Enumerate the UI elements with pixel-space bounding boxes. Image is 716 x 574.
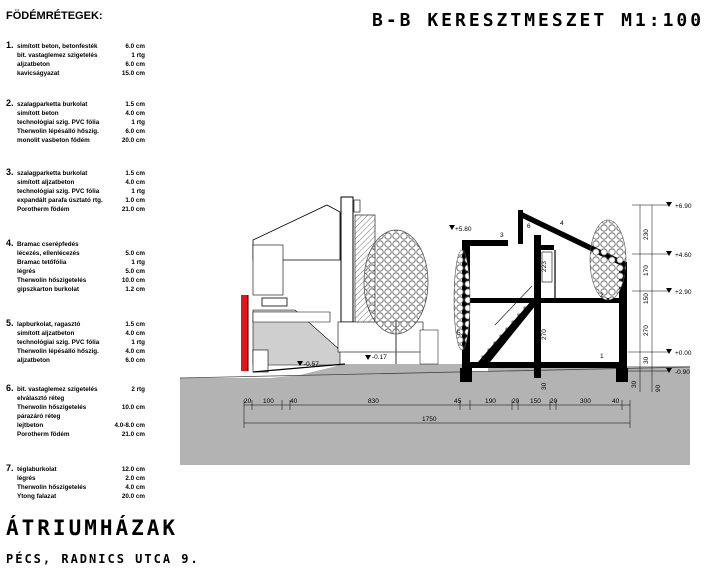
layer-name: Therwolin lépésálló hőszig. — [17, 348, 99, 355]
legend-layer-row — [17, 475, 145, 484]
legend-group-number: 6. — [6, 383, 14, 393]
layer-thickness: 1.5 cm — [125, 101, 145, 108]
project-name: ÁTRIUMHÁZAK — [6, 516, 179, 540]
vdim-label: 30 — [631, 380, 638, 388]
layer-thickness: 1.0 cm — [125, 197, 145, 204]
layer-thickness: 5.0 cm — [125, 268, 145, 275]
legend-layer-row — [17, 70, 145, 79]
layer-thickness: 1 rtg — [131, 52, 145, 59]
layer-name: lejtbeton — [17, 422, 44, 429]
layer-thickness: 1 rtg — [131, 259, 145, 266]
legend-layer-row — [17, 43, 145, 52]
level-mark-290: +2.90 — [675, 289, 692, 296]
hdim-label: 300 — [580, 398, 591, 405]
layer-name: expandált parafa úsztató rtg. — [17, 197, 103, 204]
layer-name: Bramac tetőfólia — [17, 259, 67, 266]
legend-layer-row — [17, 170, 145, 179]
legend-layer-row — [17, 179, 145, 188]
legend-layer-row — [17, 493, 145, 502]
red-accent-wall — [241, 295, 248, 371]
level-mark-460: +4.60 — [675, 252, 692, 259]
hdim-label: 40 — [612, 398, 620, 405]
legend-group-number: 3. — [6, 167, 14, 177]
legend-layer-row — [17, 119, 145, 128]
layer-name: simított aljzatbeton — [17, 330, 75, 337]
vdim-label: 30 — [643, 356, 650, 364]
legend-layer-row — [17, 52, 145, 61]
total-dim-label: 1750 — [422, 416, 437, 423]
layer-name: Porotherm födém — [17, 431, 70, 438]
legend-layer-row — [17, 286, 145, 295]
layer-thickness: 20.0 cm — [121, 137, 145, 144]
project-address: PÉCS, RADNICS UTCA 9. — [6, 552, 200, 566]
layer-thickness: 21.0 cm — [121, 206, 145, 213]
layer-thickness: 21.0 cm — [121, 431, 145, 438]
vdim-label: 30 — [541, 382, 548, 390]
layer-thickness: 1 rtg — [131, 119, 145, 126]
layer-name: Bramac cserépfedés — [17, 241, 79, 248]
legend-layer-row — [17, 128, 145, 137]
layer-thickness: 6.0 cm — [125, 357, 145, 364]
legend-layer-row — [17, 188, 145, 197]
legend-layer-row — [17, 61, 145, 70]
layer-name: technológiai szig. PVC fólia — [17, 119, 100, 126]
legend-layer-row — [17, 404, 145, 413]
layer-name: simított beton, betonfesték — [17, 43, 98, 50]
level-mark-690: +6.90 — [675, 203, 692, 210]
layer-name: Therwolin hőszigetelés — [17, 404, 87, 411]
vdim-label: 90 — [655, 384, 662, 392]
layer-thickness: 1 rtg — [131, 188, 145, 195]
layer-name: bit. vastaglemez szigetelés — [17, 386, 98, 393]
legend-layer-row — [17, 339, 145, 348]
foundation-right — [616, 368, 628, 382]
layer-tag: 3 — [500, 232, 504, 239]
layer-name: aljzatbeton — [17, 357, 50, 364]
layer-thickness: 20.0 cm — [121, 493, 145, 500]
layer-name: légrés — [17, 475, 36, 482]
hdim-label: 190 — [485, 398, 496, 405]
legend-layer-row — [17, 277, 145, 286]
layer-thickness: 6.0 cm — [125, 128, 145, 135]
legend-layer-row — [17, 330, 145, 339]
layer-thickness: 4.0 cm — [125, 484, 145, 491]
layer-name: Ytong falazat — [17, 493, 57, 500]
foundation-left — [460, 368, 472, 382]
layer-thickness: 1 rtg — [131, 339, 145, 346]
layer-thickness: 1.5 cm — [125, 321, 145, 328]
level-mark-m057: -0.57 — [304, 361, 319, 368]
layer-thickness: 2.0 cm — [125, 475, 145, 482]
legend-layer-row — [17, 357, 145, 366]
legend-layer-row — [17, 386, 145, 395]
layer-thickness: 4.0 cm — [125, 179, 145, 186]
layer-tag: 4 — [560, 220, 564, 227]
legend-layer-row — [17, 395, 145, 404]
layer-name: gipszkarton burkolat — [17, 286, 79, 293]
layer-thickness: 15.0 cm — [121, 70, 145, 77]
layer-thickness: 4.0 cm — [125, 330, 145, 337]
legend-group-number: 7. — [6, 463, 14, 473]
layer-name: szalagparketta burkolat — [17, 170, 88, 177]
hdim-label: 45 — [454, 398, 462, 405]
tree-left — [364, 230, 428, 334]
layer-name: téglaburkolat — [17, 466, 57, 473]
layer-name: Therwolin lépésálló hőszig. — [17, 128, 99, 135]
layer-name: légrés — [17, 268, 36, 275]
hdim-label: 830 — [368, 398, 379, 405]
layer-thickness: 10.0 cm — [121, 404, 145, 411]
vdim-label: 20 — [535, 302, 542, 310]
level-mark-m090: -0.90 — [675, 369, 690, 376]
layer-thickness: 4.0-8.0 cm — [114, 422, 145, 429]
hdim-label: 150 — [530, 398, 541, 405]
layer-name: simított aljzatbeton — [17, 179, 75, 186]
layer-name: kavicságyazat — [17, 70, 60, 77]
layer-name: lapburkolat, ragasztó — [17, 321, 81, 328]
layer-thickness: 2 rtg — [131, 386, 145, 393]
layer-thickness: 12.0 cm — [121, 466, 145, 473]
layer-thickness: 5.0 cm — [125, 250, 145, 257]
layer-name: monolit vasbeton födém — [17, 137, 90, 144]
legend-layer-row — [17, 197, 145, 206]
layer-thickness: 10.0 cm — [121, 277, 145, 284]
vdim-label: 270 — [541, 329, 548, 340]
layer-name: technológiai szig. PVC fólia — [17, 188, 100, 195]
legend-layer-row — [17, 422, 145, 431]
drawing-title: B-B KERESZTMESZET M1:100 — [372, 10, 705, 31]
legend-layer-row — [17, 101, 145, 110]
legend-layer-row — [17, 268, 145, 277]
legend-group-number: 4. — [6, 238, 14, 248]
layer-tag: 1 — [600, 353, 604, 360]
hdim-label: 20 — [244, 398, 252, 405]
layer-tag: 6 — [527, 223, 531, 230]
layer-name: Therwolin hőszigetelés — [17, 484, 87, 491]
layer-thickness: 6.0 cm — [125, 61, 145, 68]
layer-tag: 2 — [600, 292, 604, 299]
layer-thickness: 1.5 cm — [125, 170, 145, 177]
layer-name: bit. vastaglemez szigetelés — [17, 52, 98, 59]
legend-layer-row — [17, 348, 145, 357]
legend-layer-row — [17, 413, 145, 422]
legend-layer-row — [17, 466, 145, 475]
level-mark-m017: -0.17 — [372, 354, 387, 361]
legend-group-number: 1. — [6, 40, 14, 50]
legend-group-number: 5. — [6, 318, 14, 328]
layer-thickness: 6.0 cm — [125, 43, 145, 50]
legend-layer-row — [17, 137, 145, 146]
layer-name: Porotherm födém — [17, 206, 70, 213]
level-mark-000: +0.00 — [675, 350, 692, 357]
vdim-label: 15 — [535, 290, 542, 298]
hdim-label: 20 — [550, 398, 558, 405]
legend-layer-row — [17, 241, 145, 250]
vdim-label: 223 — [541, 261, 548, 272]
layer-tag: 5 — [457, 330, 461, 337]
layer-name: technológiai szig. PVC fólia — [17, 339, 100, 346]
legend-layer-row — [17, 259, 145, 268]
vdim-label: 230 — [643, 229, 650, 240]
legend-layer-row — [17, 250, 145, 259]
layer-thickness: 4.0 cm — [125, 110, 145, 117]
layer-name: szalagparketta burkolat — [17, 101, 88, 108]
layer-name: párazáró réteg — [17, 413, 61, 420]
tree-right — [590, 220, 626, 300]
legend-layer-row — [17, 431, 145, 440]
layer-name: elválasztó réteg — [17, 395, 65, 402]
hdim-label: 100 — [263, 398, 274, 405]
vdim-label: 150 — [643, 293, 650, 304]
layer-name: aljzatbeton — [17, 61, 50, 68]
legend-layer-row — [17, 206, 145, 215]
legend-layer-row — [17, 484, 145, 493]
vdim-label: 170 — [643, 265, 650, 276]
layer-name: Therwolin hőszigetelés — [17, 277, 87, 284]
layer-thickness: 1.2 cm — [125, 286, 145, 293]
vdim-label: 270 — [643, 325, 650, 336]
hdim-label: 20 — [512, 398, 520, 405]
legend-layer-row — [17, 321, 145, 330]
hdim-label: 40 — [290, 398, 298, 405]
layer-thickness: 4.0 cm — [125, 348, 145, 355]
layer-name: simított beton — [17, 110, 59, 117]
level-mark-580: +5.80 — [455, 226, 472, 233]
layer-name: lécezés, ellenlécezés — [17, 250, 80, 257]
legend-title: FÖDÉMRÉTEGEK: — [6, 10, 103, 22]
legend-group-number: 2. — [6, 98, 14, 108]
legend-layer-row — [17, 110, 145, 119]
layer-tag: 7 — [623, 270, 627, 277]
ground-fill — [180, 364, 690, 465]
